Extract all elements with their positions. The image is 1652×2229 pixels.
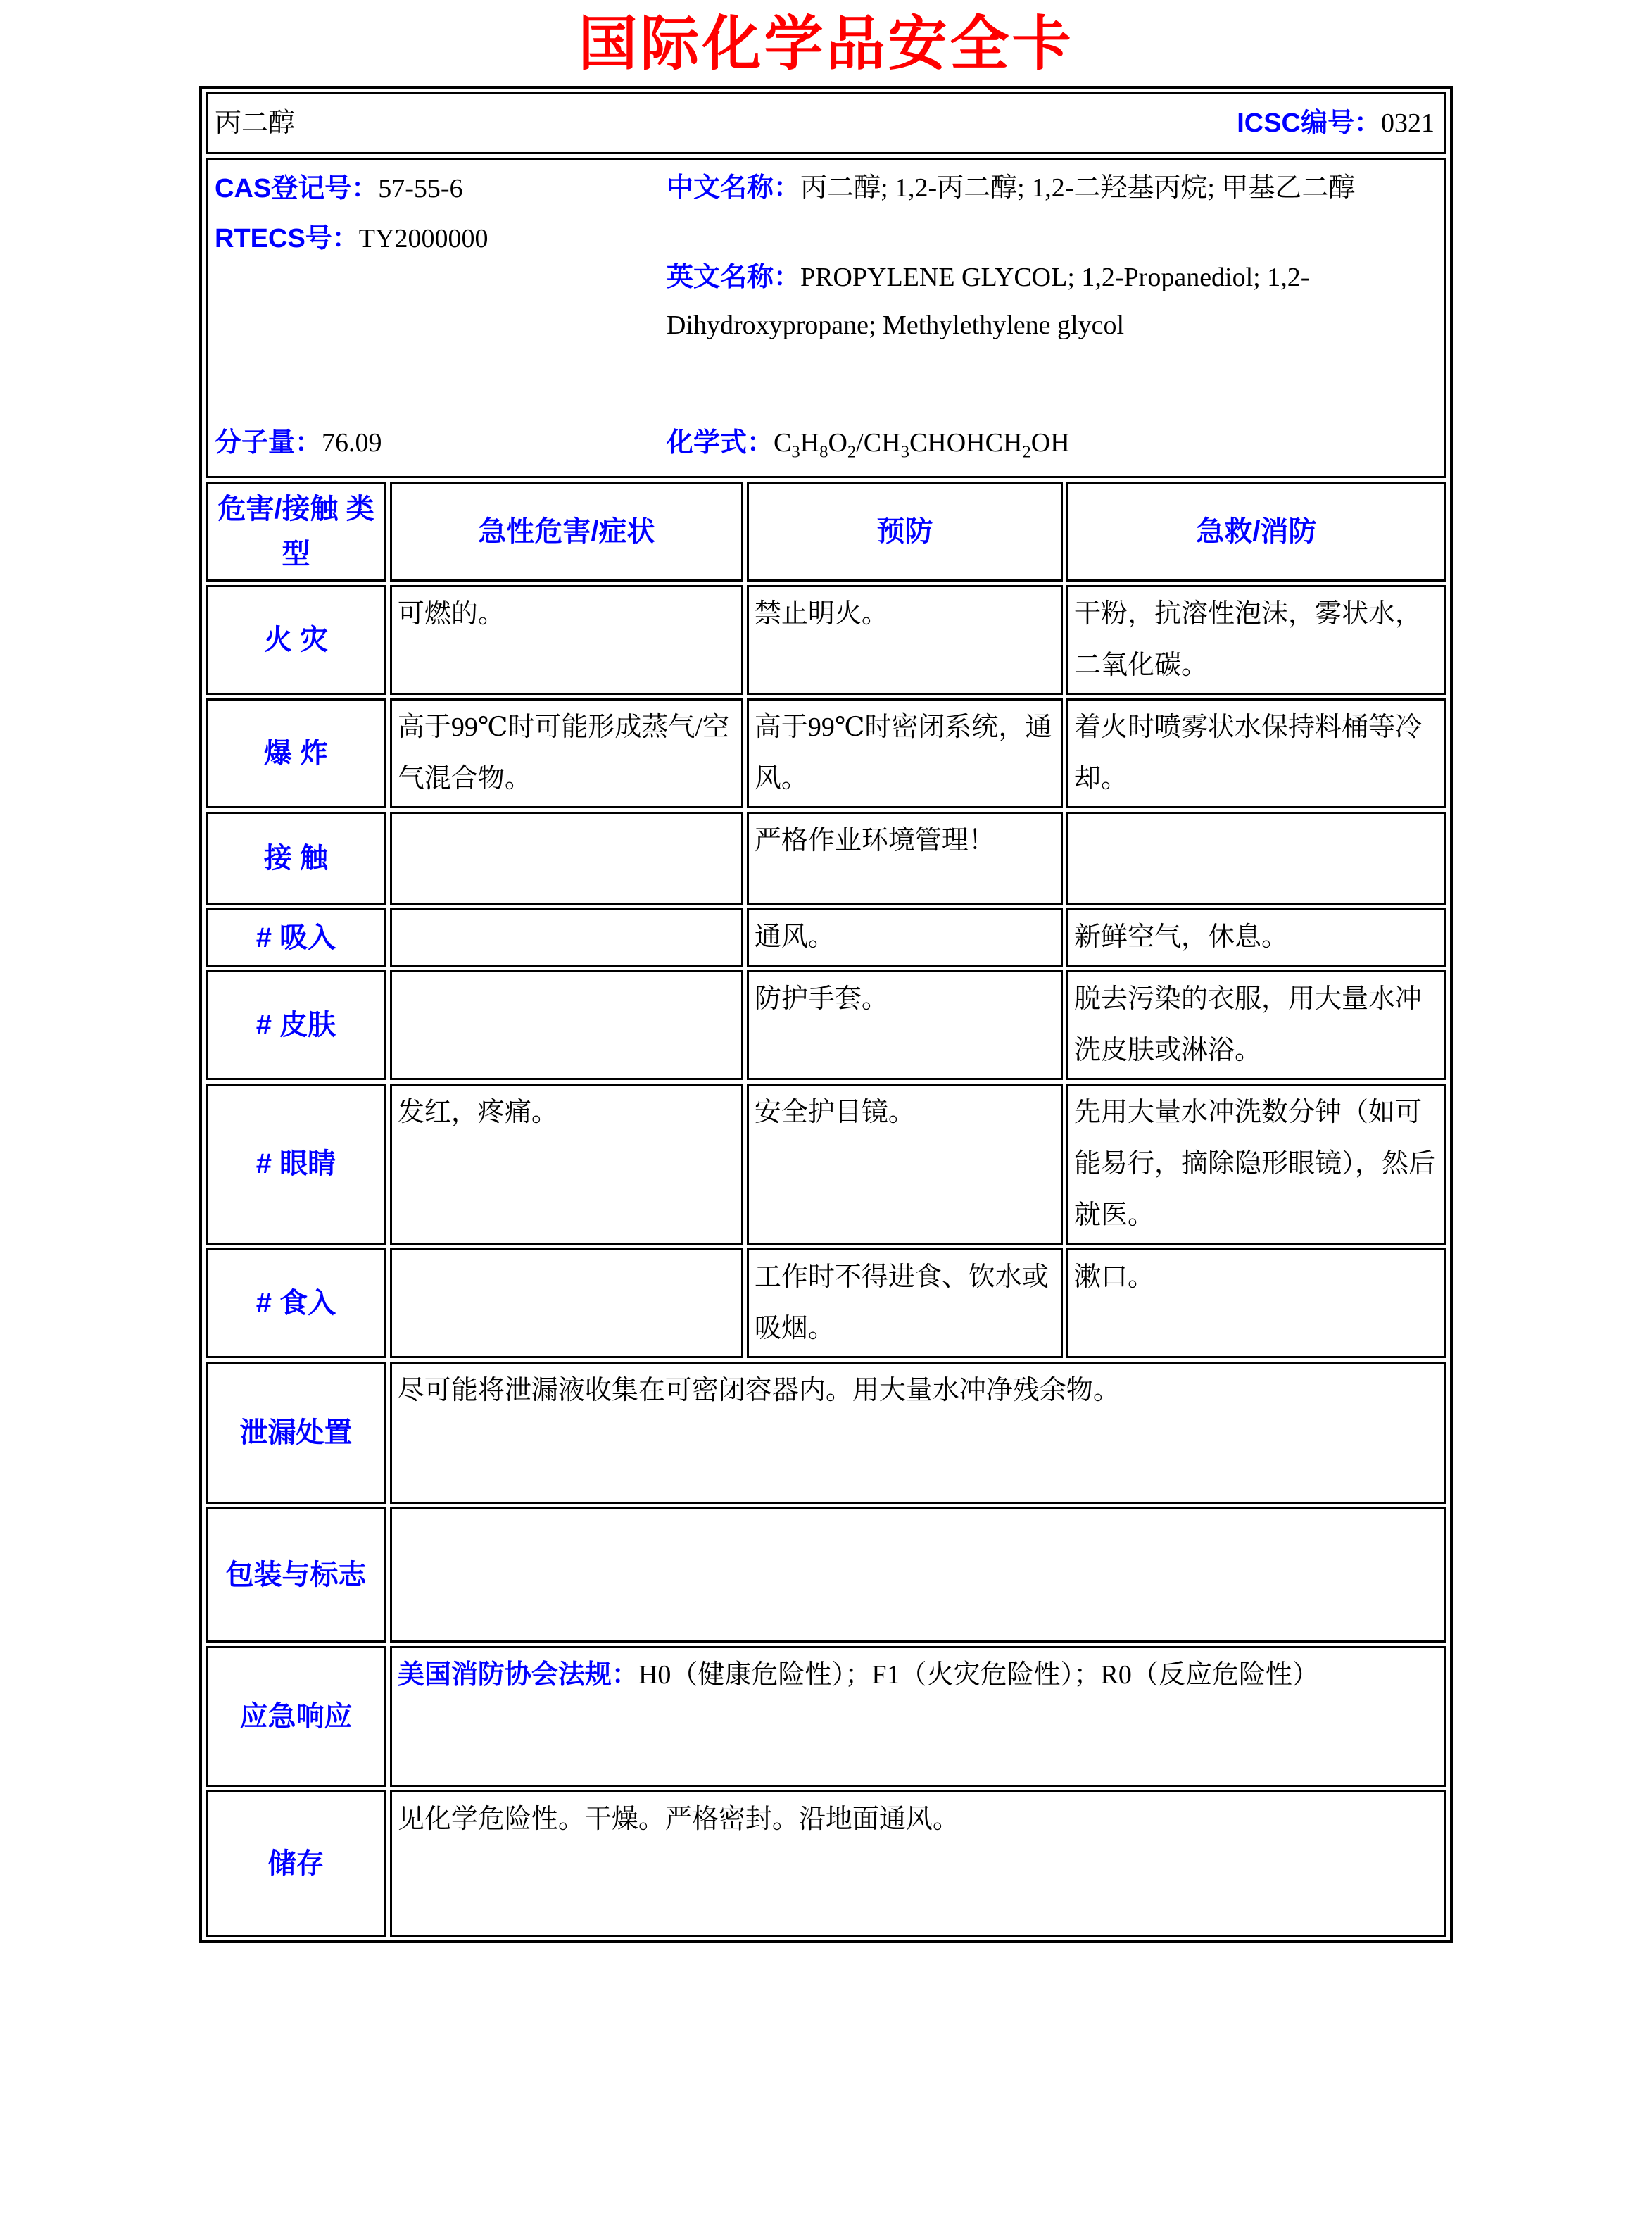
rtecs-number <box>215 214 667 263</box>
chemical-formula-line <box>667 417 1436 469</box>
section-row <box>206 1507 1446 1643</box>
identity-bottom <box>215 417 1436 469</box>
cas-label: CAS登记号： <box>215 174 379 204</box>
hazard-type-cell: 接 触 <box>206 812 386 905</box>
hazard-symptoms-cell <box>390 1248 743 1358</box>
hazard-type-cell: # 食入 <box>206 1248 386 1358</box>
hazard-symptoms-cell: 发红，疼痛。 <box>390 1084 743 1245</box>
chinese-name-value: 丙二醇; 1,2-丙二醇; 1,2-二羟基丙烷; 甲基乙二醇 <box>800 173 1356 203</box>
hazard-prevention-cell: 防护手套。 <box>747 970 1063 1080</box>
hazard-type-cell: # 眼睛 <box>206 1084 386 1245</box>
rtecs-value: TY2000000 <box>358 223 488 253</box>
hazard-response-cell <box>1066 812 1446 905</box>
hazard-type-cell: 爆 炸 <box>206 698 386 808</box>
cas-number <box>215 164 667 213</box>
chemical-formula: $C_3H_8O_2/CH_3CHOHCH_2OH$ <box>773 428 1070 463</box>
section-content-cell <box>390 1507 1446 1643</box>
hazard-symptoms-cell <box>390 812 743 905</box>
section-content-cell: 美国消防协会法规：H0（健康危险性）；F1（火灾危险性）；R0（反应危险性） <box>390 1646 1446 1787</box>
hazard-response-cell: 干粉，抗溶性泡沫，雾状水，二氧化碳。 <box>1066 585 1446 695</box>
registry-numbers <box>215 164 667 349</box>
icsc-number: 0321 <box>1381 108 1435 138</box>
section-row <box>206 1790 1446 1937</box>
section-row <box>206 1646 1446 1787</box>
hazard-response-cell: 漱口。 <box>1066 1248 1446 1358</box>
hazard-row <box>206 812 1446 905</box>
hazard-row <box>206 585 1446 695</box>
name-cell <box>206 92 1446 154</box>
hazard-row <box>206 970 1446 1080</box>
name-row <box>206 92 1446 154</box>
page-title: 国际化学品安全卡 <box>578 12 1074 77</box>
hazard-header-symptoms: 急性危害/症状 <box>390 482 743 582</box>
identity-row <box>206 158 1446 478</box>
icsc-number-group <box>1237 98 1435 149</box>
hazard-header-prevention: 预防 <box>747 482 1063 582</box>
hazard-header-response: 急救/消防 <box>1066 482 1446 582</box>
hazard-type-cell: 火 灾 <box>206 585 386 695</box>
section-label-cell: 包装与标志 <box>206 1507 386 1643</box>
hazard-header-row <box>206 482 1446 582</box>
icsc-card <box>199 86 1453 1942</box>
cas-value: 57-55-6 <box>378 174 463 204</box>
hazard-prevention-cell: 严格作业环境管理！ <box>747 812 1063 905</box>
icsc-label: ICSC编号： <box>1237 108 1381 138</box>
hazard-row <box>206 698 1446 808</box>
hazard-prevention-cell: 高于99℃时密闭系统，通风。 <box>747 698 1063 808</box>
english-name <box>667 253 1436 350</box>
hazard-prevention-cell: 禁止明火。 <box>747 585 1063 695</box>
hazard-prevention-cell: 安全护目镜。 <box>747 1084 1063 1245</box>
molecular-weight <box>215 417 667 469</box>
section-label-cell: 应急响应 <box>206 1646 386 1787</box>
chemical-formula-label: 化学式： <box>666 428 774 458</box>
section-row <box>206 1362 1446 1504</box>
hazard-type-cell: # 吸入 <box>206 908 386 967</box>
hazard-symptoms-cell: 可燃的。 <box>390 585 743 695</box>
hazard-response-cell: 脱去污染的衣服，用大量水冲洗皮肤或淋浴。 <box>1066 970 1446 1080</box>
section-content-cell: 尽可能将泄漏液收集在可密闭容器内。用大量水冲净残余物。 <box>390 1362 1446 1504</box>
section-content-cell: 见化学危险性。干燥。严格密封。沿地面通风。 <box>390 1790 1446 1937</box>
hazard-prevention-cell: 通风。 <box>747 908 1063 967</box>
rtecs-label: RTECS号： <box>215 223 359 253</box>
hazard-row <box>206 908 1446 967</box>
hazard-prevention-cell: 工作时不得进食、饮水或吸烟。 <box>747 1248 1063 1358</box>
hazard-header-type: 危害/接触 类型 <box>206 482 386 582</box>
section-label-cell: 储存 <box>206 1790 386 1937</box>
chinese-name-label: 中文名称： <box>666 173 800 203</box>
chinese-name <box>667 164 1436 212</box>
hazard-symptoms-cell <box>390 908 743 967</box>
molecular-weight-value: 76.09 <box>322 428 382 458</box>
span-rows <box>206 1362 1446 1937</box>
english-name-label: 英文名称： <box>666 262 800 292</box>
section-label-cell: 泄漏处置 <box>206 1362 386 1504</box>
chemical-names <box>667 164 1436 349</box>
hazard-response-cell: 先用大量水冲洗数分钟（如可能易行，摘除隐形眼镜），然后就医。 <box>1066 1084 1446 1245</box>
hazard-row <box>206 1248 1446 1358</box>
hazard-row <box>206 1084 1446 1245</box>
molecular-weight-label: 分子量： <box>215 428 322 458</box>
hazard-type-cell: # 皮肤 <box>206 970 386 1080</box>
substance-name: 丙二醇 <box>215 108 296 138</box>
hazard-response-cell: 新鲜空气，休息。 <box>1066 908 1446 967</box>
identity-cell <box>206 158 1446 478</box>
hazard-symptoms-cell: 高于99℃时可能形成蒸气/空气混合物。 <box>390 698 743 808</box>
hazard-rows <box>206 585 1446 1357</box>
english-name-value: PROPYLENE GLYCOL; 1,2-Propanediol; 1,2-Dihydroxypropane; Methylethylene glycol <box>666 262 1310 341</box>
section-content-label: 美国消防协会法规： <box>397 1659 638 1690</box>
hazard-symptoms-cell <box>390 970 743 1080</box>
hazard-response-cell: 着火时喷雾状水保持料桶等冷却。 <box>1066 698 1446 808</box>
identity-top <box>215 164 1436 349</box>
